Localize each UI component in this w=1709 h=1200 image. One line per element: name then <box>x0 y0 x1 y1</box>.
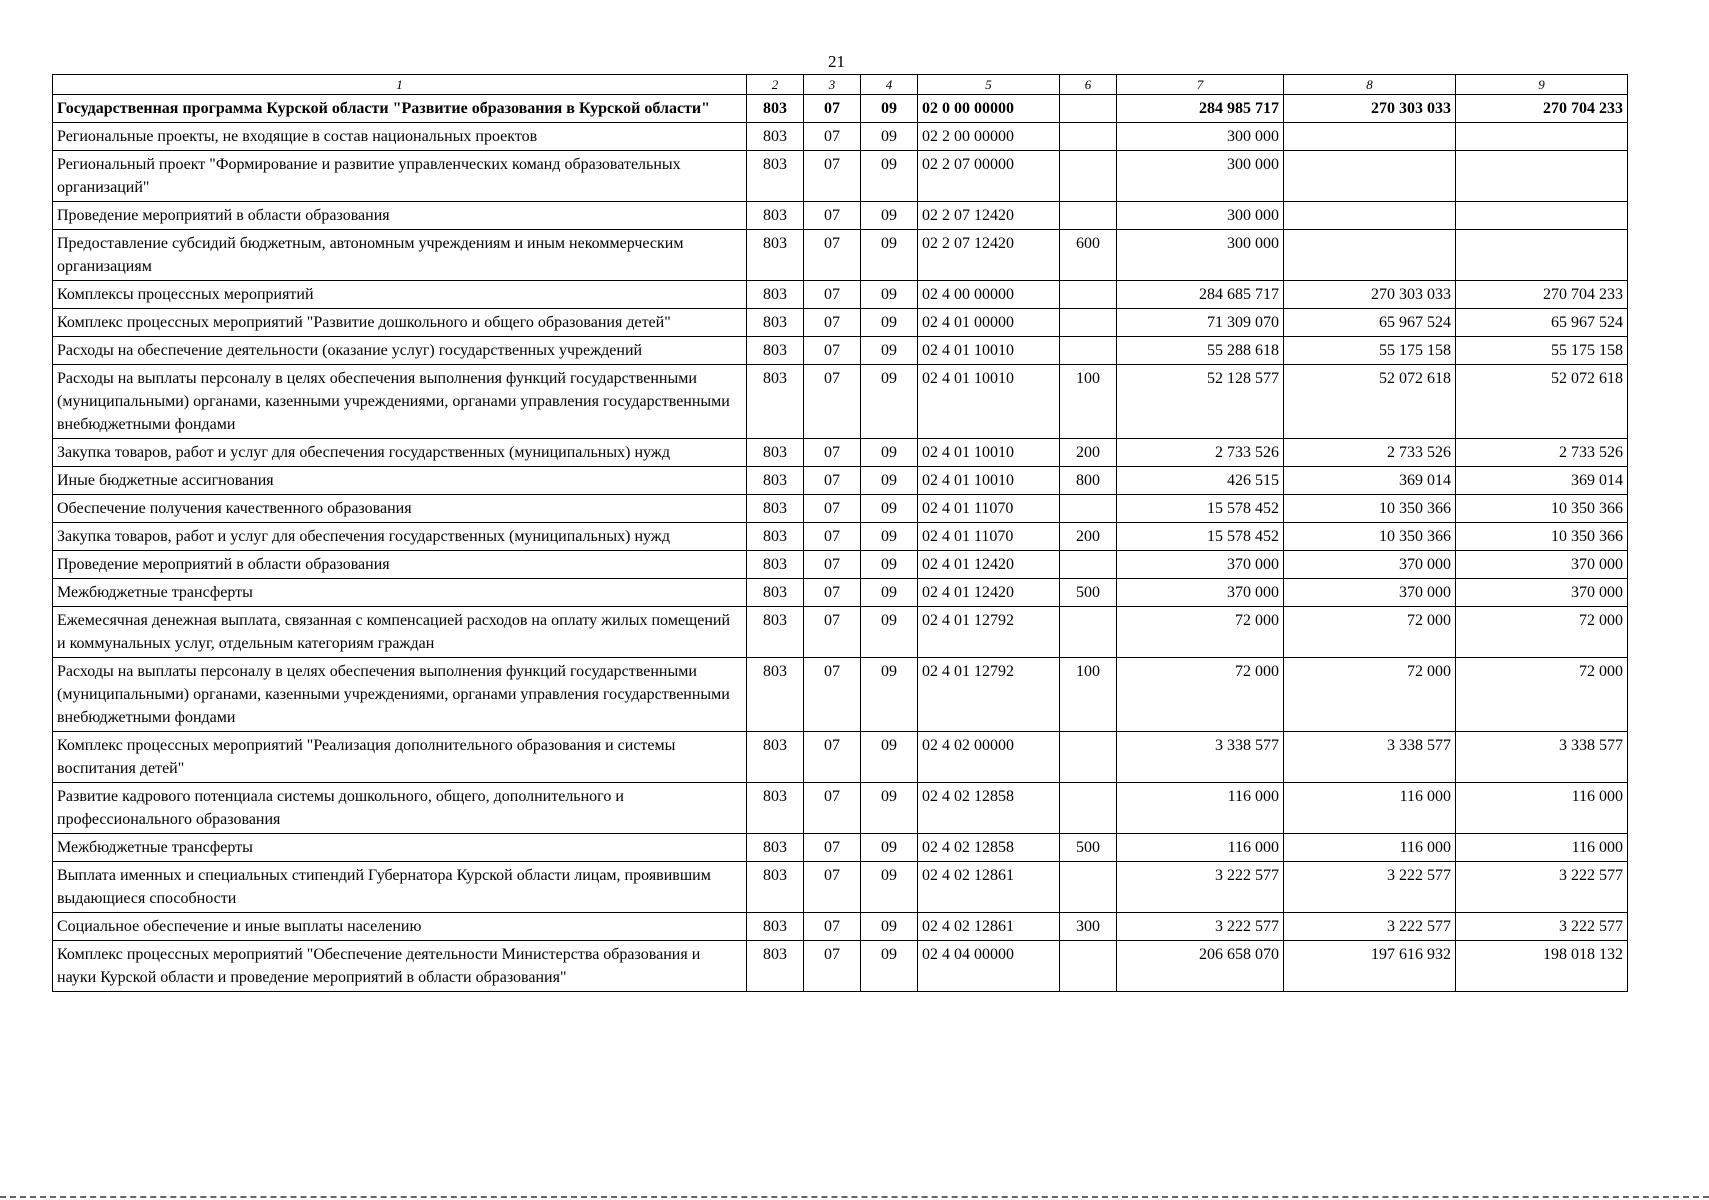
amount-col8: 65 967 524 <box>1284 309 1456 337</box>
section-code: 07 <box>804 913 861 941</box>
amount-col9: 52 072 618 <box>1456 365 1628 439</box>
target-article-code: 02 4 01 11070 <box>918 495 1060 523</box>
row-name: Межбюджетные трансферты <box>53 834 747 862</box>
amount-col9 <box>1456 151 1628 202</box>
subsection-code: 09 <box>861 467 918 495</box>
subsection-code: 09 <box>861 523 918 551</box>
expense-type-code <box>1060 123 1117 151</box>
subsection-code: 09 <box>861 551 918 579</box>
column-number: 7 <box>1117 75 1284 95</box>
table-row <box>53 732 1628 783</box>
ministry-code: 803 <box>747 467 804 495</box>
table-row <box>53 658 1628 732</box>
row-name: Государственная программа Курской области "Развитие образования в Курской области" <box>53 95 747 123</box>
page-bottom-divider <box>0 1196 1709 1198</box>
amount-col8: 52 072 618 <box>1284 365 1456 439</box>
amount-col8: 3 222 577 <box>1284 862 1456 913</box>
subsection-code: 09 <box>861 607 918 658</box>
column-number: 4 <box>861 75 918 95</box>
subsection-code: 09 <box>861 495 918 523</box>
row-name: Выплата именных и специальных стипендий Губернатора Курской области лицам, проявившим выдающиеся способности <box>53 862 747 913</box>
target-article-code: 02 0 00 00000 <box>918 95 1060 123</box>
section-code: 07 <box>804 834 861 862</box>
ministry-code: 803 <box>747 365 804 439</box>
amount-col8: 3 338 577 <box>1284 732 1456 783</box>
section-code: 07 <box>804 281 861 309</box>
table-row <box>53 439 1628 467</box>
amount-col7: 116 000 <box>1117 783 1284 834</box>
target-article-code: 02 2 07 12420 <box>918 202 1060 230</box>
section-code: 07 <box>804 607 861 658</box>
amount-col7: 2 733 526 <box>1117 439 1284 467</box>
expense-type-code: 500 <box>1060 579 1117 607</box>
table-row <box>53 467 1628 495</box>
row-name: Обеспечение получения качественного образования <box>53 495 747 523</box>
amount-col9: 2 733 526 <box>1456 439 1628 467</box>
amount-col9: 270 704 233 <box>1456 281 1628 309</box>
amount-col7: 72 000 <box>1117 658 1284 732</box>
target-article-code: 02 4 02 12861 <box>918 913 1060 941</box>
amount-col8 <box>1284 151 1456 202</box>
table-row <box>53 607 1628 658</box>
ministry-code: 803 <box>747 834 804 862</box>
ministry-code: 803 <box>747 579 804 607</box>
table-row <box>53 151 1628 202</box>
amount-col8: 116 000 <box>1284 834 1456 862</box>
column-number: 1 <box>53 75 747 95</box>
ministry-code: 803 <box>747 151 804 202</box>
subsection-code: 09 <box>861 783 918 834</box>
table-row <box>53 834 1628 862</box>
table-row <box>53 783 1628 834</box>
table-row <box>53 281 1628 309</box>
row-name: Комплекс процессных мероприятий "Обеспечение деятельности Министерства образования и науки Курской области и проведение мероприятий в области образования" <box>53 941 747 992</box>
amount-col9: 369 014 <box>1456 467 1628 495</box>
row-name: Проведение мероприятий в области образования <box>53 202 747 230</box>
row-name: Региональный проект "Формирование и развитие управленческих команд образовательных организаций" <box>53 151 747 202</box>
amount-col8 <box>1284 230 1456 281</box>
column-number: 2 <box>747 75 804 95</box>
target-article-code: 02 4 01 12420 <box>918 551 1060 579</box>
target-article-code: 02 4 01 12792 <box>918 607 1060 658</box>
target-article-code: 02 4 02 12858 <box>918 834 1060 862</box>
amount-col8: 72 000 <box>1284 658 1456 732</box>
table-row <box>53 862 1628 913</box>
section-code: 07 <box>804 862 861 913</box>
row-name: Социальное обеспечение и иные выплаты населению <box>53 913 747 941</box>
amount-col7: 370 000 <box>1117 551 1284 579</box>
amount-col8: 10 350 366 <box>1284 495 1456 523</box>
ministry-code: 803 <box>747 523 804 551</box>
expense-type-code: 200 <box>1060 523 1117 551</box>
amount-col7: 3 338 577 <box>1117 732 1284 783</box>
table-row <box>53 913 1628 941</box>
amount-col9: 3 338 577 <box>1456 732 1628 783</box>
amount-col9: 3 222 577 <box>1456 862 1628 913</box>
section-code: 07 <box>804 337 861 365</box>
amount-col7: 72 000 <box>1117 607 1284 658</box>
ministry-code: 803 <box>747 607 804 658</box>
section-code: 07 <box>804 551 861 579</box>
amount-col8: 370 000 <box>1284 551 1456 579</box>
table-row <box>53 123 1628 151</box>
target-article-code: 02 4 01 11070 <box>918 523 1060 551</box>
subsection-code: 09 <box>861 95 918 123</box>
amount-col7: 426 515 <box>1117 467 1284 495</box>
section-code: 07 <box>804 439 861 467</box>
expense-type-code <box>1060 783 1117 834</box>
expense-type-code <box>1060 495 1117 523</box>
ministry-code: 803 <box>747 230 804 281</box>
amount-col9: 198 018 132 <box>1456 941 1628 992</box>
expense-type-code <box>1060 551 1117 579</box>
target-article-code: 02 4 01 00000 <box>918 309 1060 337</box>
row-name: Межбюджетные трансферты <box>53 579 747 607</box>
amount-col7: 206 658 070 <box>1117 941 1284 992</box>
ministry-code: 803 <box>747 281 804 309</box>
table-row <box>53 230 1628 281</box>
subsection-code: 09 <box>861 439 918 467</box>
ministry-code: 803 <box>747 495 804 523</box>
amount-col8: 197 616 932 <box>1284 941 1456 992</box>
expense-type-code: 600 <box>1060 230 1117 281</box>
expense-type-code <box>1060 151 1117 202</box>
amount-col9 <box>1456 123 1628 151</box>
column-number: 8 <box>1284 75 1456 95</box>
expense-type-code: 800 <box>1060 467 1117 495</box>
amount-col9 <box>1456 230 1628 281</box>
subsection-code: 09 <box>861 834 918 862</box>
column-number-row <box>53 75 1628 95</box>
expense-type-code: 200 <box>1060 439 1117 467</box>
section-code: 07 <box>804 95 861 123</box>
section-code: 07 <box>804 941 861 992</box>
amount-col7: 300 000 <box>1117 230 1284 281</box>
ministry-code: 803 <box>747 123 804 151</box>
expense-type-code <box>1060 337 1117 365</box>
row-name: Проведение мероприятий в области образования <box>53 551 747 579</box>
amount-col9: 65 967 524 <box>1456 309 1628 337</box>
target-article-code: 02 4 01 10010 <box>918 439 1060 467</box>
subsection-code: 09 <box>861 941 918 992</box>
amount-col7: 116 000 <box>1117 834 1284 862</box>
row-name: Развитие кадрового потенциала системы дошкольного, общего, дополнительного и профессионального образования <box>53 783 747 834</box>
table-row <box>53 495 1628 523</box>
target-article-code: 02 4 01 12792 <box>918 658 1060 732</box>
ministry-code: 803 <box>747 658 804 732</box>
target-article-code: 02 4 00 00000 <box>918 281 1060 309</box>
amount-col9: 116 000 <box>1456 783 1628 834</box>
target-article-code: 02 4 01 10010 <box>918 365 1060 439</box>
amount-col8: 270 303 033 <box>1284 95 1456 123</box>
amount-col7: 300 000 <box>1117 123 1284 151</box>
amount-col7: 52 128 577 <box>1117 365 1284 439</box>
section-code: 07 <box>804 365 861 439</box>
section-code: 07 <box>804 495 861 523</box>
table-row <box>53 523 1628 551</box>
amount-col9: 72 000 <box>1456 658 1628 732</box>
amount-col9: 270 704 233 <box>1456 95 1628 123</box>
section-code: 07 <box>804 467 861 495</box>
target-article-code: 02 2 00 00000 <box>918 123 1060 151</box>
row-name: Расходы на обеспечение деятельности (оказание услуг) государственных учреждений <box>53 337 747 365</box>
subsection-code: 09 <box>861 365 918 439</box>
amount-col9: 10 350 366 <box>1456 523 1628 551</box>
ministry-code: 803 <box>747 337 804 365</box>
amount-col9: 72 000 <box>1456 607 1628 658</box>
amount-col8: 55 175 158 <box>1284 337 1456 365</box>
amount-col8: 72 000 <box>1284 607 1456 658</box>
row-name: Предоставление субсидий бюджетным, автономным учреждениям и иным некоммерческим организациям <box>53 230 747 281</box>
amount-col8: 116 000 <box>1284 783 1456 834</box>
expense-type-code <box>1060 862 1117 913</box>
ministry-code: 803 <box>747 783 804 834</box>
amount-col8: 370 000 <box>1284 579 1456 607</box>
amount-col7: 15 578 452 <box>1117 495 1284 523</box>
column-number: 5 <box>918 75 1060 95</box>
amount-col7: 3 222 577 <box>1117 913 1284 941</box>
target-article-code: 02 4 01 10010 <box>918 467 1060 495</box>
section-code: 07 <box>804 151 861 202</box>
section-code: 07 <box>804 783 861 834</box>
amount-col8: 3 222 577 <box>1284 913 1456 941</box>
amount-col8: 10 350 366 <box>1284 523 1456 551</box>
subsection-code: 09 <box>861 151 918 202</box>
row-name: Ежемесячная денежная выплата, связанная с компенсацией расходов на оплату жилых помещений и коммунальных услуг, отдельным категориям граждан <box>53 607 747 658</box>
expense-type-code <box>1060 309 1117 337</box>
amount-col9: 10 350 366 <box>1456 495 1628 523</box>
ministry-code: 803 <box>747 439 804 467</box>
row-name: Региональные проекты, не входящие в состав национальных проектов <box>53 123 747 151</box>
amount-col8 <box>1284 202 1456 230</box>
table-row <box>53 941 1628 992</box>
ministry-code: 803 <box>747 309 804 337</box>
table-row <box>53 551 1628 579</box>
row-name: Комплекс процессных мероприятий "Реализация дополнительного образования и системы воспитания детей" <box>53 732 747 783</box>
target-article-code: 02 2 07 12420 <box>918 230 1060 281</box>
row-name: Расходы на выплаты персоналу в целях обеспечения выполнения функций государственными (муниципальными) органами, казенными учреждениями, органами управления государственными внебюджетными фондами <box>53 365 747 439</box>
target-article-code: 02 4 04 00000 <box>918 941 1060 992</box>
row-name: Иные бюджетные ассигнования <box>53 467 747 495</box>
table-row <box>53 309 1628 337</box>
ministry-code: 803 <box>747 913 804 941</box>
column-number: 3 <box>804 75 861 95</box>
section-code: 07 <box>804 202 861 230</box>
amount-col9: 55 175 158 <box>1456 337 1628 365</box>
budget-table <box>52 74 1628 992</box>
amount-col7: 370 000 <box>1117 579 1284 607</box>
table-row <box>53 202 1628 230</box>
subsection-code: 09 <box>861 309 918 337</box>
amount-col8: 2 733 526 <box>1284 439 1456 467</box>
section-code: 07 <box>804 309 861 337</box>
amount-col7: 284 685 717 <box>1117 281 1284 309</box>
subsection-code: 09 <box>861 913 918 941</box>
row-name: Закупка товаров, работ и услуг для обеспечения государственных (муниципальных) нужд <box>53 523 747 551</box>
section-code: 07 <box>804 579 861 607</box>
ministry-code: 803 <box>747 551 804 579</box>
section-code: 07 <box>804 658 861 732</box>
table-row <box>53 337 1628 365</box>
expense-type-code: 300 <box>1060 913 1117 941</box>
amount-col9: 370 000 <box>1456 551 1628 579</box>
amount-col9 <box>1456 202 1628 230</box>
section-code: 07 <box>804 123 861 151</box>
target-article-code: 02 4 01 12420 <box>918 579 1060 607</box>
expense-type-code <box>1060 95 1117 123</box>
section-code: 07 <box>804 230 861 281</box>
expense-type-code <box>1060 281 1117 309</box>
subsection-code: 09 <box>861 123 918 151</box>
amount-col7: 300 000 <box>1117 151 1284 202</box>
row-name: Комплексы процессных мероприятий <box>53 281 747 309</box>
table-row <box>53 579 1628 607</box>
section-code: 07 <box>804 732 861 783</box>
subsection-code: 09 <box>861 281 918 309</box>
target-article-code: 02 4 02 12861 <box>918 862 1060 913</box>
ministry-code: 803 <box>747 941 804 992</box>
amount-col9: 370 000 <box>1456 579 1628 607</box>
ministry-code: 803 <box>747 202 804 230</box>
ministry-code: 803 <box>747 732 804 783</box>
target-article-code: 02 4 01 10010 <box>918 337 1060 365</box>
target-article-code: 02 2 07 00000 <box>918 151 1060 202</box>
expense-type-code <box>1060 732 1117 783</box>
expense-type-code <box>1060 941 1117 992</box>
amount-col7: 300 000 <box>1117 202 1284 230</box>
amount-col7: 15 578 452 <box>1117 523 1284 551</box>
amount-col7: 284 985 717 <box>1117 95 1284 123</box>
subsection-code: 09 <box>861 579 918 607</box>
expense-type-code: 100 <box>1060 365 1117 439</box>
amount-col8 <box>1284 123 1456 151</box>
amount-col7: 3 222 577 <box>1117 862 1284 913</box>
row-name: Закупка товаров, работ и услуг для обеспечения государственных (муниципальных) нужд <box>53 439 747 467</box>
target-article-code: 02 4 02 12858 <box>918 783 1060 834</box>
row-name: Комплекс процессных мероприятий "Развитие дошкольного и общего образования детей" <box>53 309 747 337</box>
amount-col7: 71 309 070 <box>1117 309 1284 337</box>
expense-type-code <box>1060 202 1117 230</box>
subsection-code: 09 <box>861 337 918 365</box>
amount-col7: 55 288 618 <box>1117 337 1284 365</box>
expense-type-code: 500 <box>1060 834 1117 862</box>
column-number: 9 <box>1456 75 1628 95</box>
section-code: 07 <box>804 523 861 551</box>
column-number: 6 <box>1060 75 1117 95</box>
subsection-code: 09 <box>861 658 918 732</box>
subsection-code: 09 <box>861 732 918 783</box>
subsection-code: 09 <box>861 202 918 230</box>
amount-col9: 3 222 577 <box>1456 913 1628 941</box>
expense-type-code: 100 <box>1060 658 1117 732</box>
amount-col8: 270 303 033 <box>1284 281 1456 309</box>
subsection-code: 09 <box>861 230 918 281</box>
ministry-code: 803 <box>747 95 804 123</box>
ministry-code: 803 <box>747 862 804 913</box>
amount-col8: 369 014 <box>1284 467 1456 495</box>
table-row <box>53 365 1628 439</box>
target-article-code: 02 4 02 00000 <box>918 732 1060 783</box>
row-name: Расходы на выплаты персоналу в целях обеспечения выполнения функций государственными (муниципальными) органами, казенными учреждениями, органами управления государственными внебюджетными фондами <box>53 658 747 732</box>
table-row <box>53 95 1628 123</box>
expense-type-code <box>1060 607 1117 658</box>
amount-col9: 116 000 <box>1456 834 1628 862</box>
page-number: 21 <box>828 52 845 71</box>
subsection-code: 09 <box>861 862 918 913</box>
